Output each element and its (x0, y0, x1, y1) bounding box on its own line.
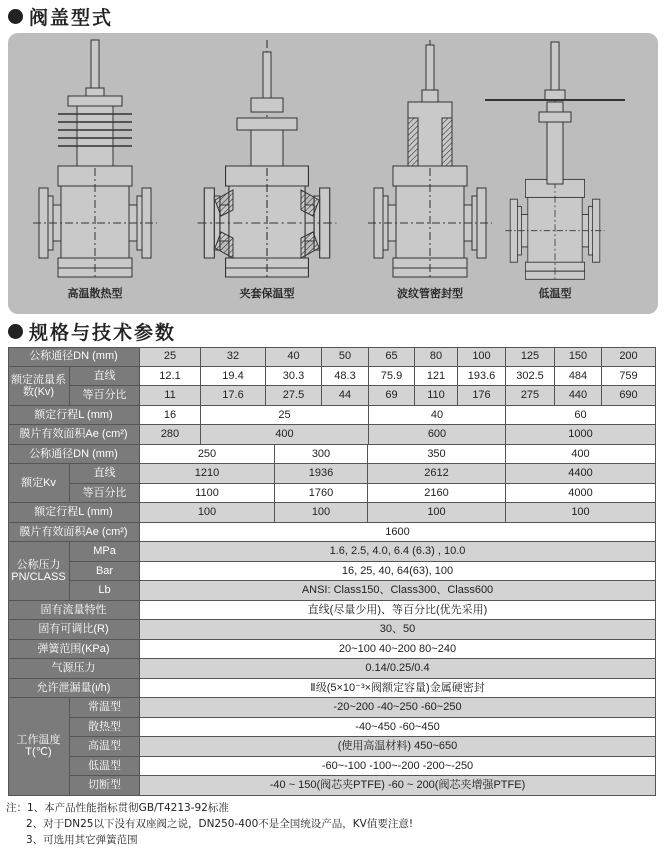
table-cell: 275 (506, 386, 555, 406)
row-header: 低温型 (70, 757, 140, 777)
table-cell: ANSI: Class150、Class300、Class600 (140, 581, 656, 601)
table-cell: 17.6 (201, 386, 266, 406)
row-header: Bar (70, 562, 140, 582)
figure-caption: 夹套保温型 (239, 287, 295, 300)
row-header: 额定行程L (mm) (8, 503, 140, 523)
table-cell: 302.5 (506, 367, 555, 387)
row-header: 常温型 (70, 698, 140, 718)
table-cell: 11 (140, 386, 201, 406)
table-cell: 12.1 (140, 367, 201, 387)
row-header: 额定行程L (mm) (8, 406, 140, 426)
table-cell: 19.4 (201, 367, 266, 387)
table-cell: 60 (506, 406, 656, 426)
table-cell: 48.3 (322, 367, 369, 387)
row-header: 额定流量系数(Kv) (8, 367, 70, 406)
table-cell: 350 (368, 445, 506, 465)
table-cell: (使用高温材料) 450~650 (140, 737, 656, 757)
table-cell: 440 (555, 386, 602, 406)
table-cell: 75.9 (369, 367, 415, 387)
table-cell: 25 (201, 406, 369, 426)
table-cell: 600 (369, 425, 506, 445)
table-cell: 1100 (140, 484, 275, 504)
row-header: MPa (70, 542, 140, 562)
table-cell: 690 (602, 386, 656, 406)
table-cell: 50 (322, 347, 369, 367)
table-cell: 300 (275, 445, 368, 465)
table-cell: 193.6 (458, 367, 506, 387)
note: 注：1、本产品性能指标贯彻GB/T4213-92标准 (6, 802, 229, 814)
table-cell: 1936 (275, 464, 368, 484)
section-heading-bonnet-types: 阀盖型式 (8, 3, 113, 30)
row-header: 公称通径DN (mm) (8, 347, 140, 367)
table-cell: 1000 (506, 425, 656, 445)
note: 2、对于DN25以下没有双座阀之说，DN250-400不是全国统设产品，KV值要注意! (26, 818, 414, 830)
table-cell: 40 (369, 406, 506, 426)
row-header: 膜片有效面积Ae (cm²) (8, 523, 140, 543)
row-header: 允许泄漏量(ι/h) (8, 679, 140, 699)
row-header: 散热型 (70, 718, 140, 738)
row-header: Lb (70, 581, 140, 601)
table-cell: 4000 (506, 484, 656, 504)
table-cell: 100 (368, 503, 506, 523)
row-header: 弹簧范围(KPa) (8, 640, 140, 660)
table-cell: 100 (458, 347, 506, 367)
table-cell: 1.6, 2.5, 4.0, 6.4 (6.3) , 10.0 (140, 542, 656, 562)
row-header: 切断型 (70, 776, 140, 796)
table-cell: 30、50 (140, 620, 656, 640)
table-cell: 4400 (506, 464, 656, 484)
table-cell: 1600 (140, 523, 656, 543)
table-cell: 150 (555, 347, 602, 367)
row-header: 额定Kv (8, 464, 70, 503)
table-cell: 759 (602, 367, 656, 387)
table-cell: 125 (506, 347, 555, 367)
table-cell: 2612 (368, 464, 506, 484)
table-cell: 484 (555, 367, 602, 387)
table-cell: -60~-100 -100~-200 -200~-250 (140, 757, 656, 777)
table-cell: 16 (140, 406, 201, 426)
table-cell: 250 (140, 445, 275, 465)
row-header: 固有流量特性 (8, 601, 140, 621)
row-header: 固有可调比(R) (8, 620, 140, 640)
table-cell: 280 (140, 425, 201, 445)
table-cell: 100 (506, 503, 656, 523)
table-cell: 2160 (368, 484, 506, 504)
table-cell: 40 (266, 347, 322, 367)
table-cell: 121 (415, 367, 458, 387)
note: 3、可选用其它弹簧范围 (26, 834, 138, 846)
row-header: 等百分比 (70, 484, 140, 504)
table-cell: 80 (415, 347, 458, 367)
table-cell: -40 ~ 150(阀芯夹PTFE) -60 ~ 200(阀芯夹增强PTFE) (140, 776, 656, 796)
row-header: 公称通径DN (mm) (8, 445, 140, 465)
table-cell: 1760 (275, 484, 368, 504)
table-cell: 1210 (140, 464, 275, 484)
table-cell: 30.3 (266, 367, 322, 387)
figure-caption: 高温散热型 (67, 287, 123, 300)
row-header: 气源压力 (8, 659, 140, 679)
table-cell: 69 (369, 386, 415, 406)
table-cell: 65 (369, 347, 415, 367)
table-cell: 25 (140, 347, 201, 367)
section-heading-specifications: 规格与技术参数 (8, 318, 176, 345)
table-cell: 110 (415, 386, 458, 406)
row-header: 高温型 (70, 737, 140, 757)
table-cell: -20~200 -40~250 -60~250 (140, 698, 656, 718)
row-header: 直线 (70, 464, 140, 484)
table-cell: 20~100 40~200 80~240 (140, 640, 656, 660)
table-cell: 200 (602, 347, 656, 367)
table-cell: 100 (140, 503, 275, 523)
notes (6, 800, 413, 848)
table-cell: 32 (201, 347, 266, 367)
table-cell: Ⅱ级(5×10⁻³×阀额定容量)金属硬密封 (140, 679, 656, 699)
row-header: 工作温度T(℃) (8, 698, 70, 796)
row-header: 膜片有效面积Ae (cm²) (8, 425, 140, 445)
table-cell: 44 (322, 386, 369, 406)
row-header: 直线 (70, 367, 140, 387)
table-cell: 27.5 (266, 386, 322, 406)
table-cell: 16, 25, 40, 64(63), 100 (140, 562, 656, 582)
table-cell: 400 (506, 445, 656, 465)
table-cell: 400 (201, 425, 369, 445)
table-cell: 0.14/0.25/0.4 (140, 659, 656, 679)
table-cell: 直线(尽量少用)、等百分比(优先采用) (140, 601, 656, 621)
table-cell: 100 (275, 503, 368, 523)
row-header: 公称压力PN/CLASS (8, 542, 70, 601)
table-cell: -40~450 -60~450 (140, 718, 656, 738)
figure-caption: 低温型 (538, 287, 572, 300)
figure-caption: 波纹管密封型 (397, 287, 463, 300)
row-header: 等百分比 (70, 386, 140, 406)
table-cell: 176 (458, 386, 506, 406)
